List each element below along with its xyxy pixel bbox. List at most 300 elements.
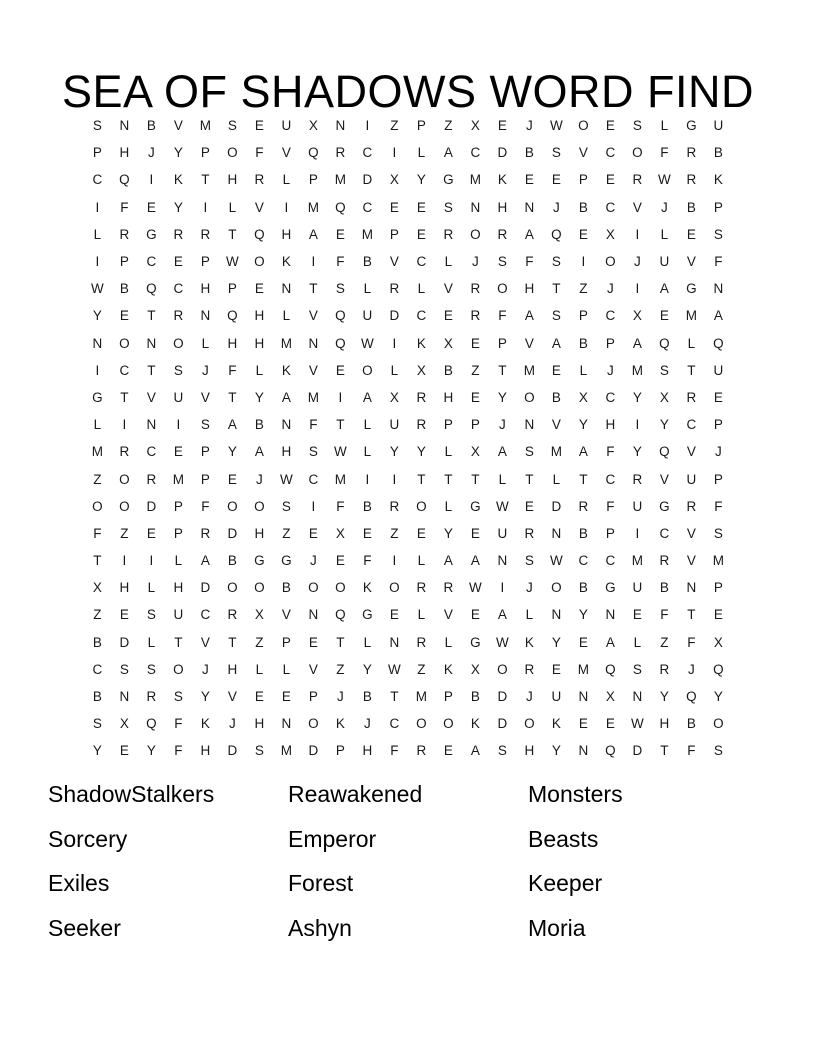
puzzle-cell[interactable]: B [578, 199, 589, 215]
puzzle-cell[interactable]: O [632, 145, 643, 161]
puzzle-cell[interactable]: M [280, 335, 293, 351]
puzzle-cell[interactable]: C [146, 444, 157, 460]
puzzle-cell[interactable]: P [443, 417, 454, 433]
puzzle-cell[interactable]: D [497, 689, 508, 705]
puzzle-grid[interactable] [84, 112, 732, 765]
puzzle-cell[interactable]: R [200, 525, 211, 541]
puzzle-cell[interactable]: F [660, 145, 669, 161]
puzzle-cell[interactable]: E [308, 525, 319, 541]
puzzle-cell[interactable]: L [282, 308, 291, 324]
puzzle-cell[interactable]: R [146, 471, 157, 487]
puzzle-cell[interactable]: Y [173, 145, 184, 161]
puzzle-cell[interactable]: Z [471, 362, 480, 378]
puzzle-cell[interactable]: A [578, 444, 589, 460]
puzzle-cell[interactable]: I [365, 118, 370, 134]
puzzle-cell[interactable]: R [416, 580, 427, 596]
puzzle-cell[interactable]: Q [605, 743, 616, 759]
puzzle-cell[interactable]: J [202, 661, 209, 677]
puzzle-cell[interactable]: U [551, 689, 562, 705]
puzzle-cell[interactable]: G [92, 389, 103, 405]
puzzle-cell[interactable]: N [389, 634, 400, 650]
puzzle-cell[interactable]: O [389, 580, 400, 596]
puzzle-cell[interactable]: A [632, 335, 643, 351]
puzzle-cell[interactable]: N [281, 417, 292, 433]
puzzle-cell[interactable]: P [335, 743, 346, 759]
puzzle-cell[interactable]: B [92, 689, 103, 705]
puzzle-cell[interactable]: M [523, 362, 536, 378]
puzzle-cell[interactable]: P [416, 118, 427, 134]
puzzle-cell[interactable]: J [688, 661, 695, 677]
puzzle-cell[interactable]: E [605, 172, 616, 188]
puzzle-cell[interactable]: D [146, 498, 157, 514]
puzzle-cell[interactable]: R [416, 634, 427, 650]
puzzle-cell[interactable]: E [605, 716, 616, 732]
puzzle-cell[interactable]: S [497, 254, 508, 270]
puzzle-cell[interactable]: B [227, 553, 238, 569]
puzzle-cell[interactable]: Q [659, 444, 670, 460]
puzzle-cell[interactable]: T [390, 689, 399, 705]
puzzle-cell[interactable]: F [714, 498, 723, 514]
puzzle-cell[interactable]: Q [335, 335, 346, 351]
puzzle-cell[interactable]: O [497, 661, 508, 677]
puzzle-cell[interactable]: D [227, 525, 238, 541]
puzzle-cell[interactable]: H [524, 743, 535, 759]
puzzle-cell[interactable]: B [686, 199, 697, 215]
puzzle-cell[interactable]: B [686, 716, 697, 732]
puzzle-cell[interactable]: N [578, 689, 589, 705]
puzzle-cell[interactable]: H [119, 580, 130, 596]
puzzle-cell[interactable]: L [93, 417, 102, 433]
puzzle-cell[interactable]: Y [416, 172, 427, 188]
puzzle-cell[interactable]: A [605, 634, 616, 650]
puzzle-cell[interactable]: M [307, 199, 320, 215]
puzzle-cell[interactable]: C [200, 607, 211, 623]
puzzle-cell[interactable]: T [660, 743, 669, 759]
puzzle-cell[interactable]: O [119, 335, 130, 351]
puzzle-cell[interactable]: E [659, 308, 670, 324]
puzzle-cell[interactable]: Q [119, 172, 130, 188]
puzzle-cell[interactable]: S [524, 444, 535, 460]
puzzle-cell[interactable]: A [227, 417, 238, 433]
puzzle-cell[interactable]: N [524, 199, 535, 215]
puzzle-cell[interactable]: Y [443, 525, 454, 541]
puzzle-cell[interactable]: K [524, 634, 535, 650]
puzzle-cell[interactable]: A [200, 553, 211, 569]
puzzle-cell[interactable]: F [525, 254, 534, 270]
puzzle-cell[interactable]: S [632, 118, 643, 134]
puzzle-cell[interactable]: Q [713, 661, 724, 677]
puzzle-cell[interactable]: Y [200, 689, 211, 705]
puzzle-cell[interactable]: Y [416, 444, 427, 460]
puzzle-cell[interactable]: M [172, 471, 185, 487]
puzzle-cell[interactable]: E [551, 172, 562, 188]
puzzle-cell[interactable]: W [280, 471, 293, 487]
puzzle-cell[interactable]: H [524, 281, 535, 297]
puzzle-cell[interactable]: O [227, 145, 238, 161]
puzzle-cell[interactable]: X [389, 172, 400, 188]
puzzle-cell[interactable]: K [470, 716, 481, 732]
puzzle-cell[interactable]: P [605, 525, 616, 541]
puzzle-cell[interactable]: R [686, 389, 697, 405]
puzzle-cell[interactable]: L [228, 199, 237, 215]
puzzle-cell[interactable]: T [120, 389, 129, 405]
puzzle-cell[interactable]: E [335, 226, 346, 242]
puzzle-cell[interactable]: E [254, 689, 265, 705]
puzzle-cell[interactable]: E [713, 607, 724, 623]
puzzle-cell[interactable]: Y [578, 417, 589, 433]
puzzle-cell[interactable]: E [551, 661, 562, 677]
puzzle-cell[interactable]: A [254, 444, 265, 460]
puzzle-cell[interactable]: C [119, 362, 130, 378]
puzzle-cell[interactable]: F [93, 525, 102, 541]
puzzle-cell[interactable]: C [362, 145, 373, 161]
puzzle-cell[interactable]: O [605, 254, 616, 270]
puzzle-cell[interactable]: E [470, 389, 481, 405]
puzzle-cell[interactable]: W [658, 172, 671, 188]
puzzle-cell[interactable]: V [227, 689, 238, 705]
puzzle-cell[interactable]: R [686, 145, 697, 161]
puzzle-cell[interactable]: V [686, 444, 697, 460]
puzzle-cell[interactable]: E [578, 226, 589, 242]
puzzle-cell[interactable]: V [578, 145, 589, 161]
word-list-item[interactable]: Forest [288, 870, 354, 896]
puzzle-cell[interactable]: T [471, 471, 480, 487]
puzzle-cell[interactable]: Y [173, 199, 184, 215]
puzzle-cell[interactable]: N [335, 118, 346, 134]
puzzle-cell[interactable]: V [443, 281, 454, 297]
puzzle-cell[interactable]: O [254, 580, 265, 596]
puzzle-cell[interactable]: A [659, 281, 670, 297]
puzzle-cell[interactable]: O [335, 580, 346, 596]
puzzle-cell[interactable]: W [631, 716, 644, 732]
puzzle-cell[interactable]: J [715, 444, 722, 460]
puzzle-cell[interactable]: X [254, 607, 265, 623]
puzzle-cell[interactable]: S [335, 281, 346, 297]
puzzle-cell[interactable]: T [174, 634, 183, 650]
puzzle-cell[interactable]: N [200, 308, 211, 324]
puzzle-cell[interactable]: J [526, 118, 533, 134]
puzzle-cell[interactable]: Y [659, 417, 670, 433]
puzzle-cell[interactable]: A [362, 389, 373, 405]
puzzle-cell[interactable]: C [605, 389, 616, 405]
puzzle-cell[interactable]: V [443, 607, 454, 623]
puzzle-cell[interactable]: T [579, 471, 588, 487]
puzzle-cell[interactable]: F [255, 145, 264, 161]
puzzle-cell[interactable]: Z [120, 525, 129, 541]
puzzle-cell[interactable]: K [713, 172, 724, 188]
puzzle-cell[interactable]: K [173, 172, 184, 188]
puzzle-cell[interactable]: Q [713, 335, 724, 351]
puzzle-cell[interactable]: E [254, 118, 265, 134]
puzzle-cell[interactable]: X [308, 118, 319, 134]
puzzle-cell[interactable]: D [200, 580, 211, 596]
puzzle-cell[interactable]: B [254, 417, 265, 433]
word-list-item[interactable]: Exiles [48, 870, 110, 896]
puzzle-cell[interactable]: K [281, 254, 292, 270]
puzzle-cell[interactable]: L [417, 553, 426, 569]
puzzle-cell[interactable]: L [363, 634, 372, 650]
word-list-item[interactable]: Emperor [288, 825, 377, 852]
puzzle-cell[interactable]: B [443, 362, 454, 378]
puzzle-cell[interactable]: C [146, 254, 157, 270]
puzzle-cell[interactable]: J [553, 199, 560, 215]
word-list-item[interactable]: Moria [528, 914, 586, 941]
puzzle-cell[interactable]: R [254, 172, 265, 188]
puzzle-cell[interactable]: R [416, 743, 427, 759]
puzzle-cell[interactable]: O [443, 716, 454, 732]
puzzle-cell[interactable]: Y [146, 743, 157, 759]
puzzle-cell[interactable]: L [552, 471, 561, 487]
puzzle-cell[interactable]: V [686, 525, 697, 541]
puzzle-cell[interactable]: N [605, 607, 616, 623]
puzzle-cell[interactable]: B [92, 634, 103, 650]
puzzle-cell[interactable]: V [308, 661, 319, 677]
puzzle-cell[interactable]: S [551, 308, 562, 324]
puzzle-cell[interactable]: R [119, 444, 130, 460]
puzzle-cell[interactable]: G [362, 607, 373, 623]
puzzle-cell[interactable]: C [362, 199, 373, 215]
puzzle-cell[interactable]: M [685, 308, 698, 324]
puzzle-cell[interactable]: T [228, 389, 237, 405]
puzzle-cell[interactable]: Q [605, 661, 616, 677]
puzzle-cell[interactable]: H [254, 335, 265, 351]
puzzle-cell[interactable]: R [173, 308, 184, 324]
puzzle-cell[interactable]: C [92, 661, 103, 677]
puzzle-cell[interactable]: I [635, 525, 640, 541]
puzzle-cell[interactable]: A [713, 308, 724, 324]
puzzle-cell[interactable]: K [281, 362, 292, 378]
puzzle-cell[interactable]: L [174, 553, 183, 569]
puzzle-cell[interactable]: B [524, 145, 535, 161]
puzzle-cell[interactable]: S [227, 118, 238, 134]
puzzle-cell[interactable]: F [363, 553, 372, 569]
puzzle-cell[interactable]: O [578, 118, 589, 134]
puzzle-cell[interactable]: V [308, 362, 319, 378]
puzzle-cell[interactable]: X [443, 335, 454, 351]
puzzle-cell[interactable]: S [92, 118, 103, 134]
word-list-item[interactable]: Sorcery [48, 825, 128, 852]
puzzle-cell[interactable]: P [578, 308, 589, 324]
puzzle-cell[interactable]: S [173, 362, 184, 378]
puzzle-cell[interactable]: I [95, 199, 100, 215]
puzzle-cell[interactable]: J [661, 199, 668, 215]
puzzle-cell[interactable]: T [147, 362, 156, 378]
puzzle-cell[interactable]: S [551, 254, 562, 270]
puzzle-cell[interactable]: L [417, 281, 426, 297]
puzzle-cell[interactable]: U [362, 308, 373, 324]
puzzle-cell[interactable]: Q [227, 308, 238, 324]
puzzle-cell[interactable]: Y [362, 661, 373, 677]
puzzle-cell[interactable]: L [498, 471, 507, 487]
puzzle-cell[interactable]: F [606, 498, 615, 514]
puzzle-cell[interactable]: R [470, 281, 481, 297]
puzzle-cell[interactable]: C [605, 308, 616, 324]
puzzle-cell[interactable]: E [416, 199, 427, 215]
puzzle-cell[interactable]: E [389, 199, 400, 215]
puzzle-cell[interactable]: N [497, 553, 508, 569]
puzzle-cell[interactable]: W [496, 498, 509, 514]
puzzle-cell[interactable]: W [226, 254, 239, 270]
puzzle-cell[interactable]: L [579, 362, 588, 378]
puzzle-cell[interactable]: P [713, 580, 724, 596]
puzzle-cell[interactable]: N [119, 118, 130, 134]
puzzle-cell[interactable]: O [308, 716, 319, 732]
puzzle-cell[interactable]: C [389, 716, 400, 732]
puzzle-cell[interactable]: U [632, 498, 643, 514]
puzzle-cell[interactable]: C [605, 553, 616, 569]
puzzle-cell[interactable]: R [416, 389, 427, 405]
puzzle-cell[interactable]: P [227, 281, 238, 297]
puzzle-cell[interactable]: L [444, 254, 453, 270]
puzzle-cell[interactable]: O [524, 716, 535, 732]
puzzle-cell[interactable]: B [362, 498, 373, 514]
puzzle-cell[interactable]: C [416, 254, 427, 270]
puzzle-cell[interactable]: M [91, 444, 104, 460]
puzzle-cell[interactable]: O [227, 498, 238, 514]
puzzle-cell[interactable]: U [632, 580, 643, 596]
puzzle-cell[interactable]: A [470, 553, 481, 569]
puzzle-cell[interactable]: H [281, 444, 292, 460]
puzzle-cell[interactable]: O [119, 471, 130, 487]
puzzle-cell[interactable]: L [93, 226, 102, 242]
puzzle-cell[interactable]: B [713, 145, 724, 161]
puzzle-cell[interactable]: Z [579, 281, 588, 297]
puzzle-cell[interactable]: F [390, 743, 399, 759]
puzzle-cell[interactable]: I [500, 580, 505, 596]
puzzle-cell[interactable]: M [631, 553, 644, 569]
puzzle-cell[interactable]: Q [146, 281, 157, 297]
puzzle-cell[interactable]: X [632, 308, 643, 324]
puzzle-cell[interactable]: V [281, 607, 292, 623]
puzzle-cell[interactable]: A [497, 444, 508, 460]
puzzle-cell[interactable]: A [443, 553, 454, 569]
puzzle-cell[interactable]: L [444, 634, 453, 650]
puzzle-cell[interactable]: S [713, 525, 724, 541]
puzzle-cell[interactable]: F [660, 607, 669, 623]
puzzle-cell[interactable]: D [632, 743, 643, 759]
puzzle-cell[interactable]: J [526, 580, 533, 596]
puzzle-cell[interactable]: Y [632, 444, 643, 460]
puzzle-cell[interactable]: Z [336, 661, 345, 677]
puzzle-cell[interactable]: A [524, 308, 535, 324]
puzzle-cell[interactable]: P [443, 689, 454, 705]
puzzle-cell[interactable]: L [687, 335, 696, 351]
puzzle-cell[interactable]: R [686, 498, 697, 514]
puzzle-cell[interactable]: L [390, 362, 399, 378]
puzzle-cell[interactable]: F [309, 417, 318, 433]
puzzle-cell[interactable]: N [308, 607, 319, 623]
puzzle-cell[interactable]: X [416, 362, 427, 378]
puzzle-cell[interactable]: Y [497, 389, 508, 405]
puzzle-cell[interactable]: I [635, 417, 640, 433]
puzzle-cell[interactable]: E [551, 362, 562, 378]
puzzle-cell[interactable]: E [281, 689, 292, 705]
puzzle-cell[interactable]: O [173, 661, 184, 677]
puzzle-cell[interactable]: P [119, 254, 130, 270]
puzzle-cell[interactable]: I [176, 417, 181, 433]
puzzle-cell[interactable]: R [659, 553, 670, 569]
puzzle-cell[interactable]: Y [92, 308, 103, 324]
puzzle-cell[interactable]: E [497, 118, 508, 134]
puzzle-cell[interactable]: N [92, 335, 103, 351]
puzzle-cell[interactable]: V [308, 308, 319, 324]
puzzle-cell[interactable]: E [578, 634, 589, 650]
puzzle-cell[interactable]: S [146, 661, 157, 677]
puzzle-cell[interactable]: J [310, 553, 317, 569]
puzzle-cell[interactable]: I [311, 254, 316, 270]
puzzle-cell[interactable]: I [311, 498, 316, 514]
puzzle-cell[interactable]: X [470, 661, 481, 677]
puzzle-cell[interactable]: P [497, 335, 508, 351]
puzzle-cell[interactable]: W [550, 553, 563, 569]
puzzle-cell[interactable]: E [686, 226, 697, 242]
word-list-item[interactable]: ShadowStalkers [48, 781, 215, 807]
puzzle-cell[interactable]: O [416, 716, 427, 732]
puzzle-cell[interactable]: C [578, 553, 589, 569]
puzzle-cell[interactable]: V [524, 335, 535, 351]
puzzle-cell[interactable]: S [281, 498, 292, 514]
puzzle-cell[interactable]: E [470, 335, 481, 351]
puzzle-cell[interactable]: Q [335, 199, 346, 215]
puzzle-cell[interactable]: G [281, 553, 292, 569]
puzzle-cell[interactable]: E [443, 743, 454, 759]
puzzle-cell[interactable]: W [361, 335, 374, 351]
puzzle-cell[interactable]: R [389, 498, 400, 514]
puzzle-cell[interactable]: P [92, 145, 103, 161]
puzzle-cell[interactable]: K [200, 716, 211, 732]
puzzle-cell[interactable]: B [362, 689, 373, 705]
puzzle-cell[interactable]: Z [444, 118, 453, 134]
puzzle-cell[interactable]: H [605, 417, 616, 433]
puzzle-cell[interactable]: R [578, 498, 589, 514]
puzzle-cell[interactable]: N [632, 689, 643, 705]
puzzle-cell[interactable]: O [308, 580, 319, 596]
puzzle-cell[interactable]: Y [632, 389, 643, 405]
puzzle-cell[interactable]: N [281, 716, 292, 732]
puzzle-cell[interactable]: P [200, 471, 211, 487]
puzzle-cell[interactable]: E [119, 743, 130, 759]
puzzle-cell[interactable]: L [147, 580, 156, 596]
puzzle-cell[interactable]: P [200, 254, 211, 270]
puzzle-cell[interactable]: X [713, 634, 724, 650]
puzzle-cell[interactable]: D [497, 716, 508, 732]
puzzle-cell[interactable]: I [392, 145, 397, 161]
puzzle-cell[interactable]: T [417, 471, 426, 487]
puzzle-cell[interactable]: V [146, 389, 157, 405]
puzzle-cell[interactable]: L [363, 417, 372, 433]
puzzle-cell[interactable]: V [632, 199, 643, 215]
puzzle-cell[interactable]: R [524, 661, 535, 677]
puzzle-cell[interactable]: C [173, 281, 184, 297]
puzzle-cell[interactable]: Q [659, 335, 670, 351]
puzzle-cell[interactable]: H [200, 281, 211, 297]
puzzle-cell[interactable]: B [146, 118, 157, 134]
puzzle-cell[interactable]: M [334, 471, 347, 487]
puzzle-cell[interactable]: Y [551, 743, 562, 759]
puzzle-cell[interactable]: R [497, 226, 508, 242]
puzzle-cell[interactable]: K [416, 335, 427, 351]
puzzle-cell[interactable]: L [255, 362, 264, 378]
puzzle-cell[interactable]: R [227, 607, 238, 623]
puzzle-cell[interactable]: R [173, 226, 184, 242]
puzzle-cell[interactable]: I [365, 471, 370, 487]
puzzle-cell[interactable]: G [470, 498, 481, 514]
puzzle-cell[interactable]: Q [551, 226, 562, 242]
puzzle-cell[interactable]: R [416, 417, 427, 433]
puzzle-cell[interactable]: O [524, 389, 535, 405]
puzzle-cell[interactable]: C [92, 172, 103, 188]
puzzle-cell[interactable]: X [389, 389, 400, 405]
